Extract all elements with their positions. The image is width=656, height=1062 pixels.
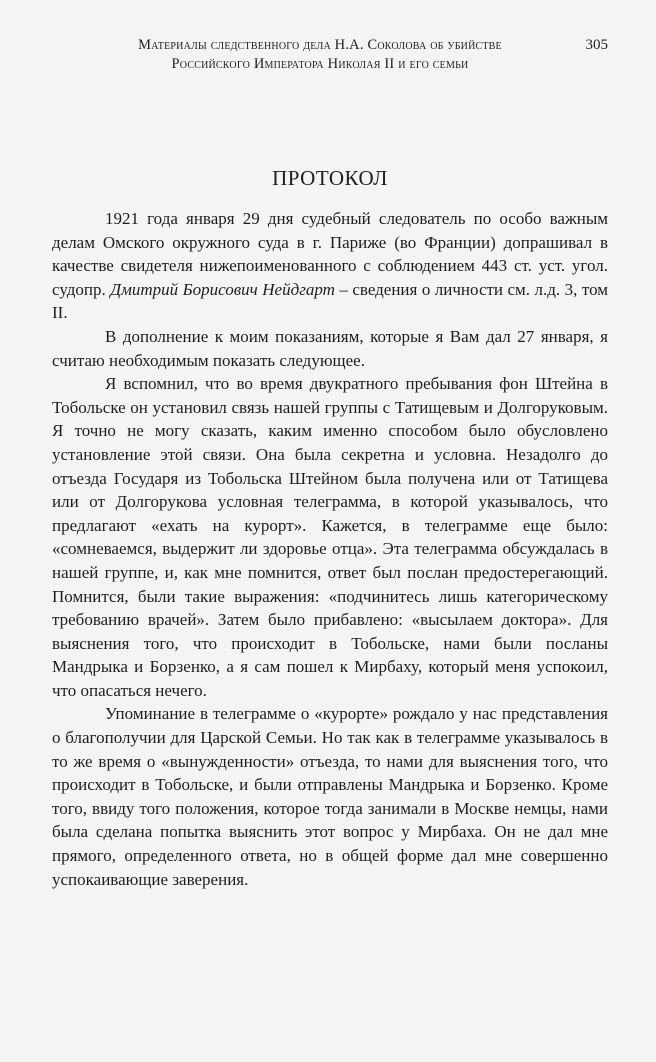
- running-header-line-2: Российского Императора Николая II и его семьи: [171, 56, 469, 72]
- witness-name: Дмитрий Борисович Нейдгарт: [110, 279, 335, 299]
- paragraph-intro: [52, 207, 608, 325]
- document-title: ПРОТОКОЛ: [272, 166, 388, 190]
- page-number: 305: [585, 37, 608, 53]
- paragraph-intro-text: 1921 года января 29 дня судебный следователь по особо важным делам Омского окружного суда в г. Париже (во Франции) допрашивал в качестве свидетеля нижепоименованного с соблюдением 443 ст. уст. угол. судопр.: [52, 209, 608, 299]
- paragraph-3: Я вспомнил, что во время двукратного пребывания фон Штейна в Тобольске он установил связь нашей группы с Татищевым и Долгоруковым. Я точно не могу сказать, каким именно способом было обусловлено установление этой связи. Она была секретна и условна. Незадолго до отъезда Государя из Тобольска Штейном была получена или от Татищева или от Долгорукова условная телеграмма, в которой указывалось, что предлагают «ехать на курорт». Кажется, в телеграмме еще было: «сомневаемся, выдержит ли здоровье отца». Эта телеграмма обсуждалась в нашей группе, и, как мне помнится, ответ был послан предостерегающий. Помнится, были такие выражения: «подчинитесь лишь категорическому требованию врачей». Затем было прибавлено: «высылаем доктора». Для выяснения того, что происходит в Тобольске, нами были посланы Мандрыка и Борзенко, а я сам пошел к Мирбаху, который меня успокоил, что опасаться нечего.: [52, 374, 608, 700]
- protocol-body: [52, 207, 608, 891]
- paragraph-intro-tail: – сведения о личности см. л.д. 3, том II.: [52, 279, 609, 323]
- paragraph-4: Упоминание в телеграмме о «курорте» рождало у нас представления о благополучии для Царской Семьи. Но так как в телеграмме указывалось в то же время о «вынужденности» отъезда, то нами для выяснения того, что происходит в Тобольске, и были отправлены Мандрыка и Борзенко. Кроме того, ввиду того положения, которое тогда занимали в Москве немцы, нами была сделана попытка выяснить этот вопрос у Мирбаха. Он не дал мне прямого, определенного ответа, но в общей форме дал мне совершенно успокаивающие заверения.: [52, 704, 608, 889]
- running-header: [72, 36, 568, 74]
- paragraph-2: В дополнение к моим показаниям, которые я Вам дал 27 января, я считаю необходимым показать следующее.: [52, 326, 608, 370]
- running-header-line-1: Материалы следственного дела Н.А. Соколова об убийстве: [138, 37, 502, 53]
